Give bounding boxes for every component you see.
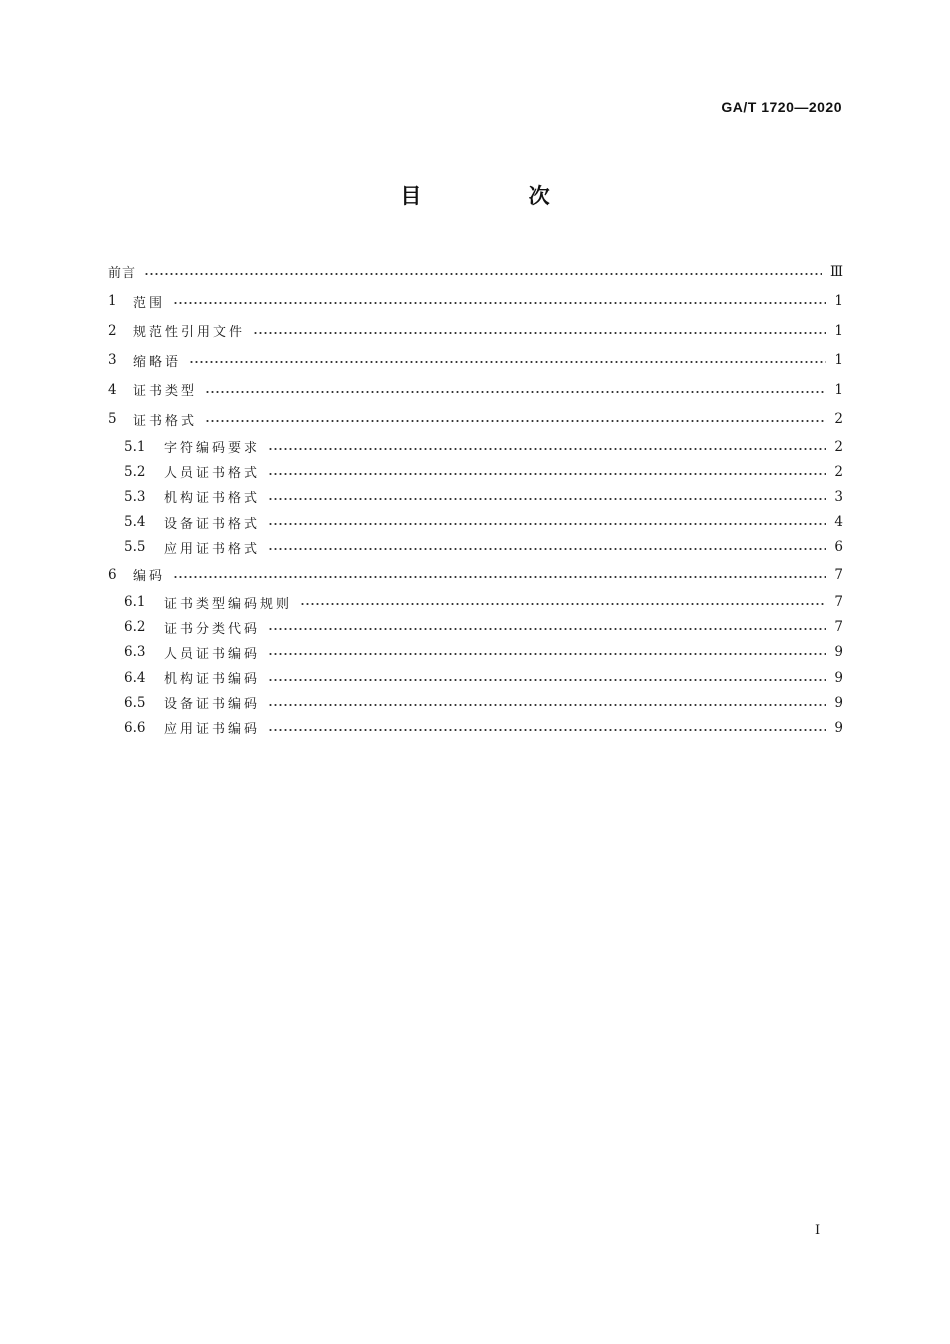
toc-entry-text: 证书类型编码规则	[164, 596, 293, 612]
toc-entry-number: 5.5	[124, 539, 146, 556]
toc-entry-preface[interactable]	[108, 257, 843, 287]
toc-entry-6-6[interactable]	[108, 715, 843, 740]
toc-entry-5[interactable]	[108, 405, 843, 435]
toc-entry-page: Ⅲ	[829, 263, 843, 280]
toc-leader	[268, 548, 826, 550]
toc-entry-page: 3	[834, 488, 843, 505]
toc-leader	[205, 391, 826, 393]
toc-entry-page: 7	[834, 566, 843, 583]
toc-entry-page: 1	[834, 381, 843, 398]
toc-leader	[268, 448, 826, 450]
toc-entry-number: 6.5	[124, 694, 146, 711]
toc-leader	[189, 361, 826, 363]
toc-entry-3[interactable]	[108, 346, 843, 376]
table-of-contents	[108, 257, 843, 741]
toc-entry-1[interactable]	[108, 287, 843, 317]
toc-leader	[268, 523, 826, 525]
toc-entry-number: 3	[108, 352, 117, 369]
toc-leader	[268, 498, 826, 500]
toc-leader	[173, 302, 826, 304]
toc-entry-text: 机构证书编码	[164, 672, 261, 688]
toc-entry-number: 6.6	[124, 719, 146, 736]
toc-entry-6-5[interactable]	[108, 690, 843, 715]
toc-entry-6-1[interactable]	[108, 589, 843, 614]
toc-entry-text: 设备证书编码	[164, 697, 261, 713]
toc-entry-4[interactable]	[108, 375, 843, 405]
toc-entry-text: 缩略语	[133, 354, 182, 370]
toc-entry-number: 6.2	[124, 619, 146, 636]
toc-entry-2[interactable]	[108, 316, 843, 346]
toc-entry-number: 6	[108, 566, 117, 583]
toc-entry-number: 1	[108, 293, 117, 310]
toc-entry-page: 9	[834, 719, 843, 736]
toc-entry-page: 1	[834, 352, 843, 369]
toc-entry-number: 5.4	[124, 514, 146, 531]
toc-title: 目 次	[400, 184, 600, 208]
toc-entry-page: 2	[834, 463, 843, 480]
toc-entry-number: 2	[108, 322, 117, 339]
toc-entry-5-3[interactable]	[108, 484, 843, 509]
toc-entry-page: 2	[834, 438, 843, 455]
toc-entry-text: 人员证书格式	[164, 466, 261, 482]
toc-leader	[268, 679, 826, 681]
toc-entry-number: 6.1	[124, 594, 146, 611]
toc-entry-page: 9	[834, 669, 843, 686]
toc-entry-text: 证书类型	[133, 384, 198, 400]
toc-entry-text: 证书分类代码	[164, 621, 261, 637]
toc-entry-text: 应用证书编码	[164, 722, 261, 738]
toc-entry-text: 人员证书编码	[164, 646, 261, 662]
toc-entry-5-1[interactable]	[108, 434, 843, 459]
toc-entry-page: 1	[834, 322, 843, 339]
toc-leader	[268, 704, 826, 706]
toc-entry-text: 前言	[108, 266, 137, 282]
page-number: I	[815, 1223, 821, 1238]
standard-code: GA/T 1720—2020	[721, 99, 842, 115]
toc-entry-number: 5.3	[124, 488, 146, 505]
toc-entry-number: 5	[108, 411, 117, 428]
toc-entry-number: 4	[108, 381, 117, 398]
toc-leader	[268, 473, 826, 475]
toc-entry-page: 9	[834, 694, 843, 711]
toc-entry-5-5[interactable]	[108, 535, 843, 560]
toc-entry-5-2[interactable]	[108, 459, 843, 484]
toc-entry-page: 6	[834, 539, 843, 556]
toc-entry-page: 4	[834, 514, 843, 531]
toc-entry-number: 5.2	[124, 463, 146, 480]
toc-entry-number: 6.3	[124, 644, 146, 661]
toc-entry-page: 9	[834, 644, 843, 661]
toc-entry-6[interactable]	[108, 560, 843, 590]
toc-leader	[300, 603, 826, 605]
toc-entry-text: 证书格式	[133, 413, 198, 429]
toc-leader	[173, 576, 826, 578]
toc-entry-page: 7	[834, 619, 843, 636]
toc-entry-text: 设备证书格式	[164, 516, 261, 532]
toc-entry-text: 机构证书格式	[164, 491, 261, 507]
toc-leader	[268, 729, 826, 731]
toc-leader	[268, 628, 826, 630]
toc-entry-page: 2	[834, 411, 843, 428]
toc-entry-page: 7	[834, 594, 843, 611]
toc-entry-6-4[interactable]	[108, 665, 843, 690]
toc-entry-5-4[interactable]	[108, 510, 843, 535]
toc-entry-text: 字符编码要求	[164, 441, 261, 457]
toc-entry-number: 5.1	[124, 438, 146, 455]
toc-entry-page: 1	[834, 293, 843, 310]
toc-entry-text: 应用证书格式	[164, 541, 261, 557]
toc-leader	[268, 653, 826, 655]
toc-leader	[253, 332, 826, 334]
toc-leader	[144, 273, 822, 275]
toc-entry-6-3[interactable]	[108, 640, 843, 665]
toc-entry-number: 6.4	[124, 669, 146, 686]
toc-entry-text: 规范性引用文件	[133, 325, 246, 341]
toc-leader	[205, 420, 826, 422]
toc-entry-text: 编码	[133, 569, 166, 585]
toc-entry-text: 范围	[133, 295, 166, 311]
toc-entry-6-2[interactable]	[108, 615, 843, 640]
